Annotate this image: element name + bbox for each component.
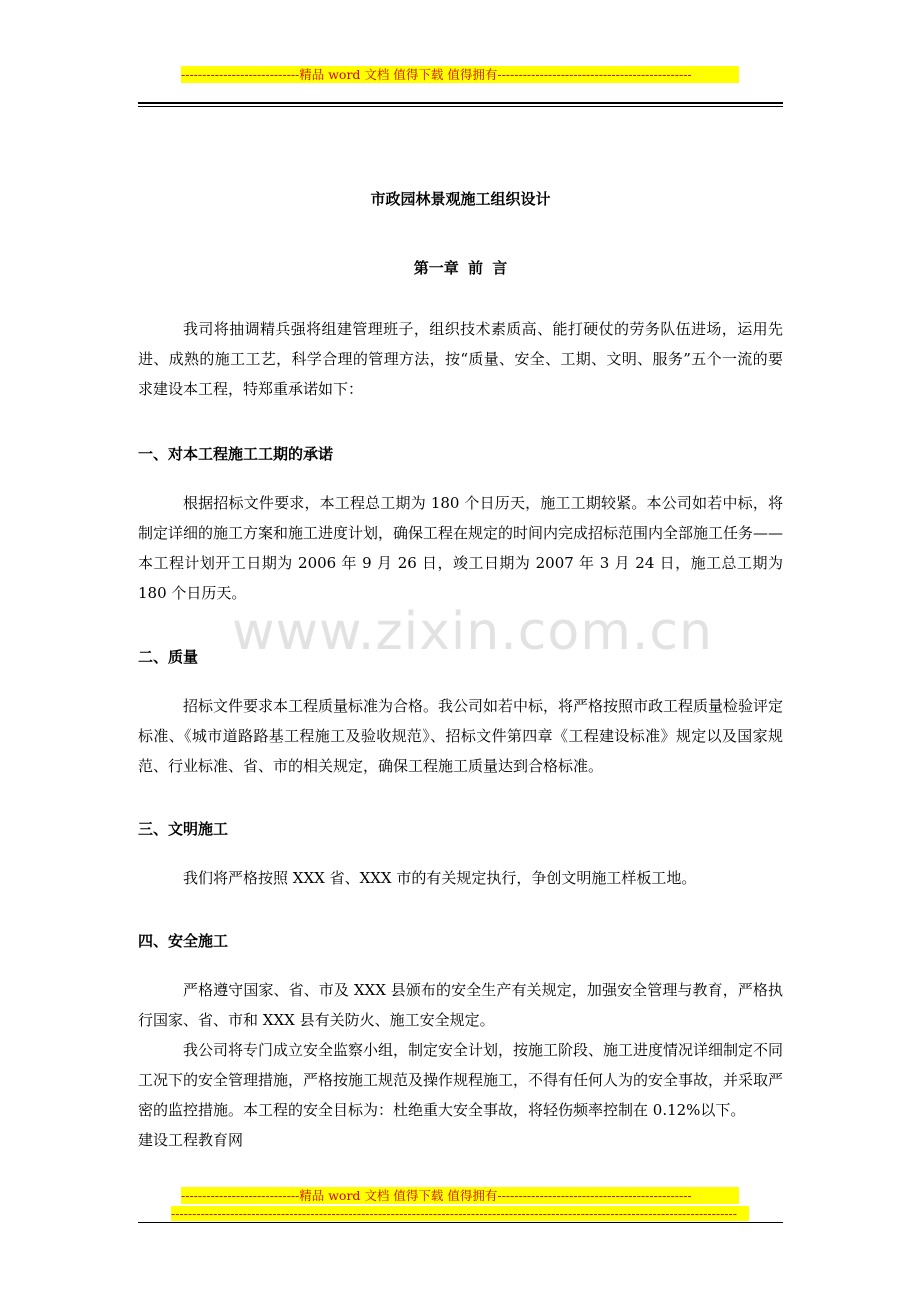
section-heading: 二、质量 bbox=[138, 648, 199, 666]
section-paragraph: 严格遵守国家、省、市及 XXX 县颁布的安全生产有关规定，加强安全管理与教育，严格执行国家、省、市和 XXX 县有关防火、施工安全规定。 bbox=[138, 981, 783, 1029]
document-title: 市政园林景观施工组织设计 bbox=[370, 190, 551, 208]
footer-banner-dashes: -------------------------------------------------------------------------------------------------------------------------------------- bbox=[171, 1206, 749, 1221]
header-rule-thick bbox=[138, 102, 783, 104]
section-paragraph: 我公司将专门成立安全监察小组，制定安全计划，按施工阶段、施工进度情况详细制定不同工况下的安全管理措施，严格按施工规范及操作规程施工，不得有任何人为的安全事故，并采取严密的监控措施。本工程的安全目标为：杜绝重大安全事故，将轻伤频率控制在 0.12%以下。 bbox=[138, 1041, 784, 1119]
header-rule-thin bbox=[138, 106, 783, 107]
section-paragraph: 我们将严格按照 XXX 省、XXX 市的有关规定执行，争创文明施工样板工地。 bbox=[183, 869, 697, 887]
intro-paragraph: 我司将抽调精兵强将组建管理班子，组织技术素质高、能打硬仗的劳务队伍进场，运用先进、成熟的施工工艺，科学合理的管理方法，按“质量、安全、工期、文明、服务”五个一流的要求建设本工程，特郑重承诺如下： bbox=[138, 320, 783, 398]
trailing-line: 建设工程教育网 bbox=[138, 1131, 244, 1149]
footer-rule bbox=[138, 1222, 783, 1223]
section-heading: 四、安全施工 bbox=[138, 932, 229, 950]
section-heading: 三、文明施工 bbox=[138, 820, 229, 838]
footer-banner: ----------------------------精品 word 文档 值得下载 值得拥有---------------------------------------------- bbox=[181, 1187, 739, 1204]
section-paragraph: 招标文件要求本工程质量标准为合格。我公司如若中标，将严格按照市政工程质量检验评定标准、《城市道路路基工程施工及验收规范》、招标文件第四章《工程建设标准》规定以及国家规范、行业标准、省、市的相关规定，确保工程施工质量达到合格标准。 bbox=[138, 697, 784, 775]
chapter-heading: 第一章 前 言 bbox=[413, 259, 508, 277]
watermark: www.zixin.com.cn bbox=[232, 602, 713, 662]
section-heading: 一、对本工程施工工期的承诺 bbox=[138, 445, 334, 463]
header-banner: ----------------------------精品 word 文档 值得下载 值得拥有---------------------------------------------- bbox=[181, 66, 739, 83]
section-paragraph: 根据招标文件要求，本工程总工期为 180 个日历天，施工工期较紧。本公司如若中标，将制定详细的施工方案和施工进度计划，确保工程在规定的时间内完成招标范围内全部施工任务——本工程计划开工日期为 2006 年 9 月 26 日，竣工日期为 2007 年 3 月 24 日，施工总工期为 180 个日历天。 bbox=[138, 494, 784, 602]
